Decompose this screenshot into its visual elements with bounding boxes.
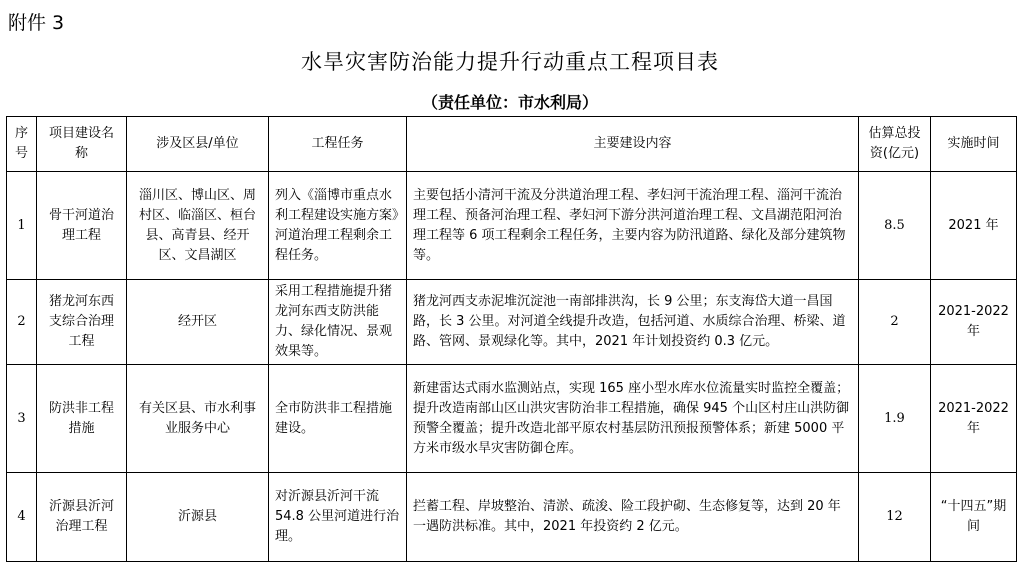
- cell-content: 拦蓄工程、岸坡整治、清淤、疏浚、险工段护砌、生态修复等，达到 20 年一遇防洪标准。其中，2021 年投资约 2 亿元。: [407, 473, 859, 562]
- header-investment: 估算总投资(亿元): [859, 117, 931, 172]
- table-header-row: [7, 117, 1017, 172]
- cell-time: 2021-2022 年: [931, 280, 1017, 365]
- header-seq: 序号: [7, 117, 37, 172]
- cell-district: 淄川区、博山区、周村区、临淄区、桓台县、高青县、经开区、文昌湖区: [127, 172, 269, 280]
- cell-seq: 1: [7, 172, 37, 280]
- annex-label: 附件 3: [8, 12, 65, 34]
- cell-time: 2021 年: [931, 172, 1017, 280]
- header-name: 项目建设名称: [37, 117, 127, 172]
- cell-district: 经开区: [127, 280, 269, 365]
- header-time: 实施时间: [931, 117, 1017, 172]
- cell-name: 猪龙河东西支综合治理工程: [37, 280, 127, 365]
- cell-task: 采用工程措施提升猪龙河东西支防洪能力、绿化情况、景观效果等。: [269, 280, 407, 365]
- cell-name: 防洪非工程措施: [37, 365, 127, 473]
- project-table: [6, 116, 1017, 562]
- responsible-unit: （责任单位：市水利局）: [421, 93, 598, 112]
- cell-task: 列入《淄博市重点水利工程建设实施方案》河道治理工程剩余工程任务。: [269, 172, 407, 280]
- table-row: [7, 280, 1017, 365]
- cell-seq: 2: [7, 280, 37, 365]
- table-row: [7, 473, 1017, 562]
- cell-district: 有关区县、市水利事业服务中心: [127, 365, 269, 473]
- cell-name: 沂源县沂河治理工程: [37, 473, 127, 562]
- cell-time: “十四五”期间: [931, 473, 1017, 562]
- table-row: [7, 365, 1017, 473]
- cell-name: 骨干河道治理工程: [37, 172, 127, 280]
- cell-district: 沂源县: [127, 473, 269, 562]
- cell-content: 新建雷达式雨水监测站点，实现 165 座小型水库水位流量实时监控全覆盖；提升改造南部山区山洪灾害防治非工程措施，确保 945 个山区村庄山洪防御预警全覆盖；提升改造北部平原农村基层防汛预报预警体系；新建 5000 平方米市级水旱灾害防御仓库。: [407, 365, 859, 473]
- cell-investment: 12: [859, 473, 931, 562]
- cell-seq: 3: [7, 365, 37, 473]
- cell-seq: 4: [7, 473, 37, 562]
- cell-investment: 1.9: [859, 365, 931, 473]
- cell-investment: 8.5: [859, 172, 931, 280]
- header-task: 工程任务: [269, 117, 407, 172]
- cell-content: 猪龙河西支赤泥堆沉淀池一南部排洪沟，长 9 公里；东支海岱大道一昌国路，长 3 公里。对河道全线提升改造，包括河道、水质综合治理、桥梁、道路、管网、景观绿化等。其中，2021 年计划投资约 0.3 亿元。: [407, 280, 859, 365]
- cell-task: 全市防洪非工程措施建设。: [269, 365, 407, 473]
- cell-task: 对沂源县沂河干流 54.8 公里河道进行治理。: [269, 473, 407, 562]
- cell-time: 2021-2022 年: [931, 365, 1017, 473]
- header-content: 主要建设内容: [407, 117, 859, 172]
- cell-investment: 2: [859, 280, 931, 365]
- cell-content: 主要包括小清河干流及分洪道治理工程、孝妇河干流治理工程、淄河干流治理工程、预备河治理工程、孝妇河下游分洪河道治理工程、文昌湖范阳河治理工程等 6 项工程剩余工程任务，主要内容为防汛道路、绿化及部分建筑物等。: [407, 172, 859, 280]
- table-row: [7, 172, 1017, 280]
- document-title: 水旱灾害防治能力提升行动重点工程项目表: [301, 50, 719, 74]
- header-district: 涉及区县/单位: [127, 117, 269, 172]
